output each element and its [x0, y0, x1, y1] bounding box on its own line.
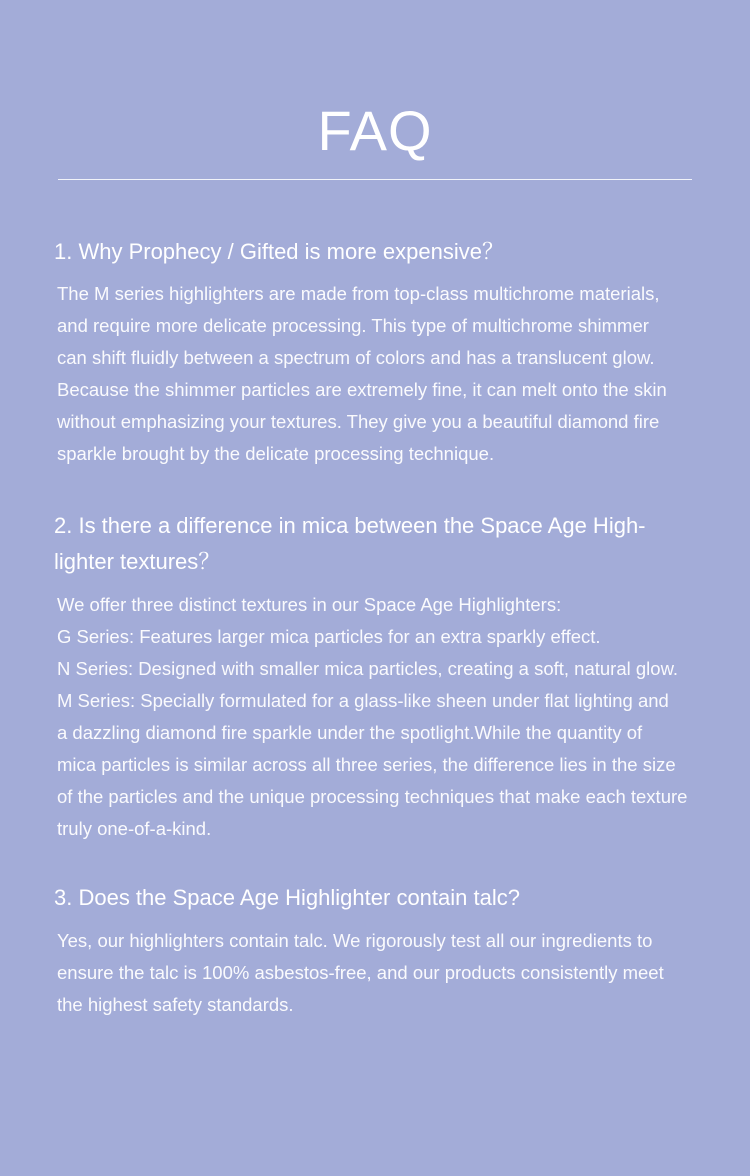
faq-answer-3-line: the highest safety standards. — [57, 994, 294, 1015]
faq-question-1-line: 1. Why Prophecy / Gifted is more expensive？ — [54, 239, 504, 264]
page-title: FAQ — [317, 99, 433, 162]
faq-answer-3-line: Yes, our highlighters contain talc. We rigorously test all our ingredients to — [57, 930, 653, 951]
faq-answer-2-line: mica particles is similar across all three series, the difference lies in the size — [57, 754, 676, 775]
faq-answer-2-line: M Series: Specially formulated for a glass-like sheen under flat lighting and — [57, 690, 669, 711]
faq-question-2-line: lighter textures？ — [54, 549, 221, 574]
faq-answer-1-line: and require more delicate processing. This type of multichrome shimmer — [57, 315, 649, 336]
faq-answer-2-line: N Series: Designed with smaller mica particles, creating a soft, natural glow. — [57, 658, 679, 679]
faq-answer-3 — [57, 925, 707, 1021]
faq-answer-2-line: G Series: Features larger mica particles for an extra sparkly effect. — [57, 626, 601, 647]
faq-question-3 — [54, 880, 714, 916]
faq-answer-3-line: ensure the talc is 100% asbestos-free, and our products consistently meet — [57, 962, 664, 983]
faq-answer-1-line: The M series highlighters are made from top-class multichrome materials, — [57, 283, 660, 304]
faq-answer-2-line: a dazzling diamond fire sparkle under the spotlight.While the quantity of — [57, 722, 643, 743]
faq-answer-1-line: sparkle brought by the delicate processing technique. — [57, 443, 495, 464]
faq-answer-1 — [57, 278, 707, 470]
faq-answer-2-line: truly one-of-a-kind. — [57, 818, 212, 839]
faq-question-1 — [54, 234, 714, 270]
faq-question-2-line: 2. Is there a difference in mica between the Space Age High- — [54, 513, 646, 538]
faq-answer-2-line: of the particles and the unique processing techniques that make each texture — [57, 786, 688, 807]
title-divider — [58, 179, 692, 180]
faq-answer-2-line: We offer three distinct textures in our Space Age Highlighters: — [57, 594, 562, 615]
faq-question-2 — [54, 508, 714, 580]
faq-answer-1-line: can shift fluidly between a spectrum of colors and has a translucent glow. — [57, 347, 655, 368]
faq-question-3-line: 3. Does the Space Age Highlighter contain talc? — [54, 885, 520, 910]
faq-answer-1-line: without emphasizing your textures. They give you a beautiful diamond fire — [57, 411, 660, 432]
faq-answer-2 — [57, 589, 707, 845]
faq-answer-1-line: Because the shimmer particles are extremely fine, it can melt onto the skin — [57, 379, 667, 400]
